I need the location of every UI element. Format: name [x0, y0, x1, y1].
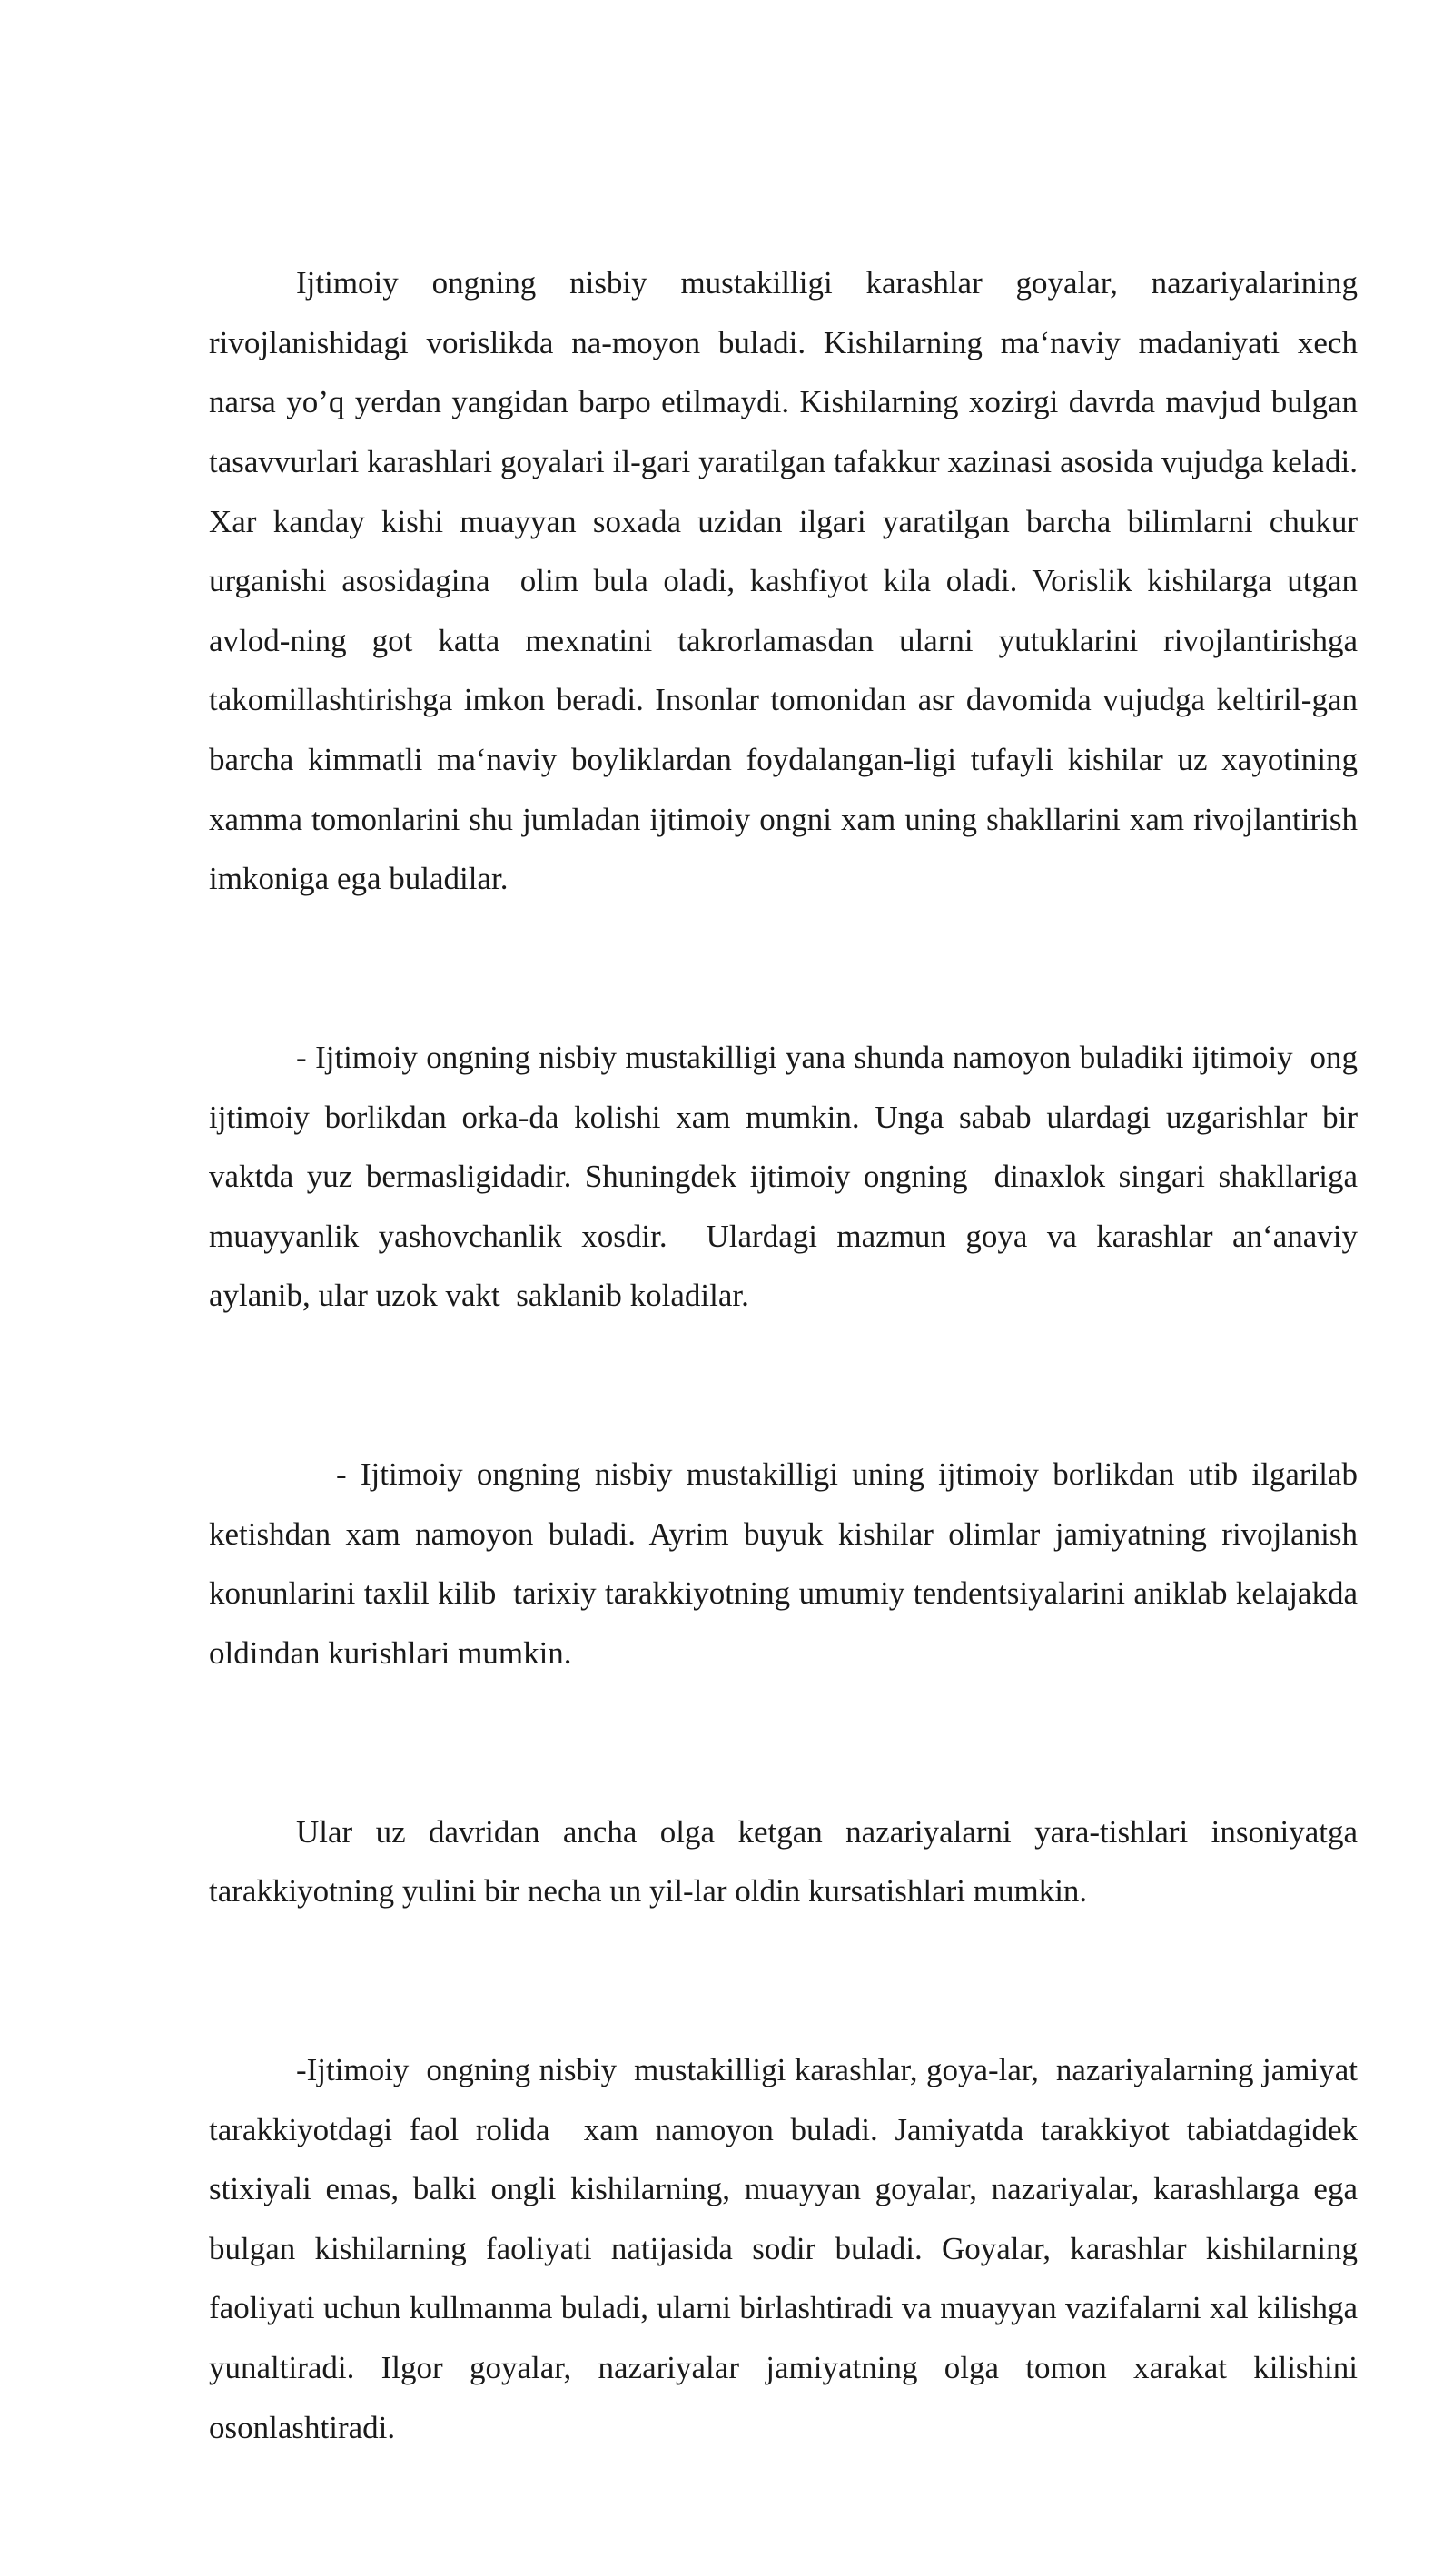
document-body — [209, 134, 1374, 2576]
paragraph-5: -Ijtimoiy ongning nisbiy mustakilligi karashlar, goya-lar, nazariyalarning jamiyat tarakkiyotdagi faol rolida xam namoyon buladi. Jamiyatda tarakkiyot tabiatdagidek stixiyali emas, balki ongli kishilarning, muayyan goyalar, nazariyalar, karashlarga ega bulgan kishilarning faoliyati natijasida sodir buladi. Goyalar, karashlar kishilarning faoliyati uchun kullmanma buladi, ularni birlashtiradi va muayyan vazifalarni xal kilishga yunaltiradi. Ilgor goyalar, nazariyalar jamiyatning olga tomon xarakat kilishini osonlashtiradi. — [209, 2052, 1374, 2445]
paragraph-1: Ijtimoiy ongning nisbiy mustakilligi karashlar goyalar, nazariyalarining rivojlanishidagi vorislikda na-moyon buladi. Kishilarning ma‘naviy madaniyati xech narsa yo’q yerdan yangidan barpo etilmaydi. Kishilarning xozirgi davrda mavjud bulgan tasavvurlari karashlari goyalari il-gari yaratilgan tafakkur xazinasi asosida vujudga keladi. Xar kanday kishi muayyan soxada uzidan ilgari yaratilgan barcha bilimlarni chukur urganishi asosidagina olim bula oladi, kashfiyot kila oladi. Vorislik kishilarga utgan avlod-ning got katta mexnatini takrorlamasdan ularni yutuklarini rivojlantirishga takomillashtirishga imkon beradi. Insonlar tomonidan asr davomida vujudga keltiril-gan barcha kimmatli ma‘naviy boyliklardan foydalangan-ligi tufayli kishilar uz xayotining xamma tomonlarini shu jumladan ijtimoiy ongni xam uning shakllarini xam rivojlantirish imkoniga ega buladilar. — [209, 265, 1374, 897]
paragraph-2: - Ijtimoiy ongning nisbiy mustakilligi yana shunda namoyon buladiki ijtimoiy ong ijtimoiy borlikdan orka-da kolishi xam mumkin. Unga sabab ulardagi uzgarishlar bir vaktda yuz bermasligidadir. Shuningdek ijtimoiy ongning dinaxlok singari shakllariga muayyanlik yashovchanlik xosdir. Ulardagi mazmun goya va karashlar an‘anaviy aylanib, ular uzok vakt saklanib koladilar. — [209, 1039, 1366, 1314]
paragraph-3: - Ijtimoiy ongning nisbiy mustakilligi uning ijtimoiy borlikdan utib ilgarilab ketishdan xam namoyon buladi. Ayrim buyuk kishilar olimlar jamiyatning rivojlanish konunlarini taxlil kilib tarixiy tarakkiyotning umumiy tendentsiyalarini aniklab kelajakda oldindan kurishlari mumkin. — [209, 1456, 1366, 1671]
paragraph-4: Ular uz davridan ancha olga ketgan nazariyalarni yara-tishlari insoniyatga tarakkiyotning yulini bir necha un yil-lar oldin kursatishlari mumkin. — [209, 1813, 1366, 1910]
